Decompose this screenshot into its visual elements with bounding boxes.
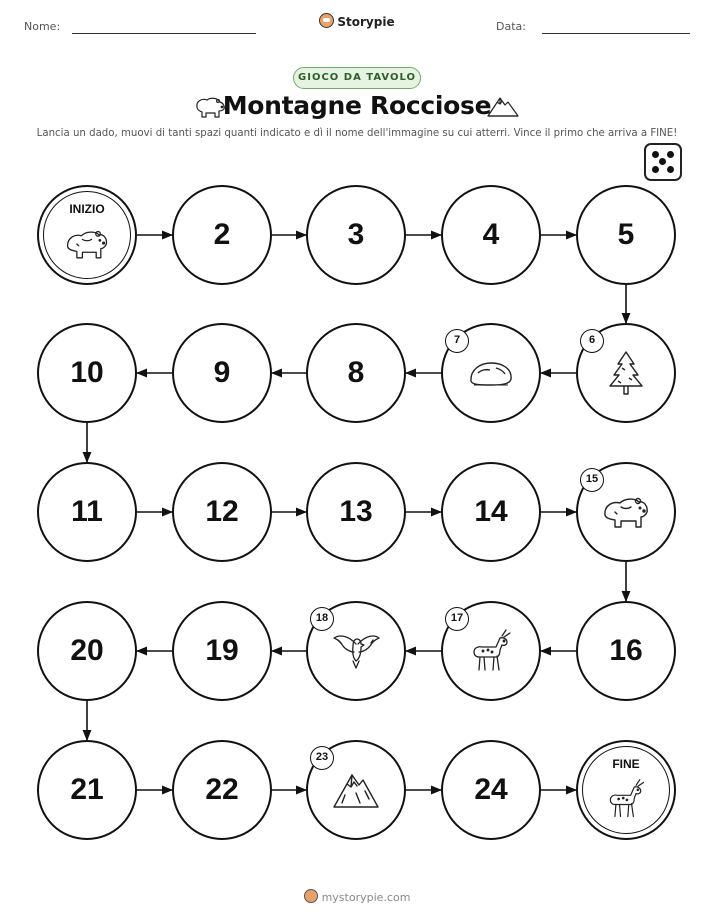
board-space-2 bbox=[172, 185, 272, 285]
space-number: 21 bbox=[70, 773, 104, 806]
brand-name: Storypie bbox=[337, 15, 395, 29]
footer bbox=[0, 889, 714, 904]
space-number: 9 bbox=[213, 356, 231, 389]
date-label: Data: bbox=[496, 20, 526, 33]
space-number: 24 bbox=[474, 773, 508, 806]
space-number: 3 bbox=[347, 218, 365, 251]
space-number-badge: 6 bbox=[580, 329, 604, 353]
page-title: Montagne Rocciose bbox=[222, 91, 492, 120]
board-space-22 bbox=[172, 740, 272, 840]
space-label: INIZIO bbox=[69, 202, 105, 216]
space-number: 2 bbox=[213, 218, 231, 251]
game-type-badge: GIOCO DA TAVOLO bbox=[293, 67, 421, 89]
bear-icon bbox=[63, 221, 111, 267]
board-space-8 bbox=[306, 323, 406, 423]
board-space-3 bbox=[306, 185, 406, 285]
board-space-24 bbox=[441, 740, 541, 840]
name-label: Nome: bbox=[24, 20, 61, 33]
board-space-14 bbox=[441, 462, 541, 562]
space-label: FINE bbox=[612, 757, 640, 771]
mountain-icon bbox=[331, 765, 381, 815]
space-number: 8 bbox=[347, 356, 365, 389]
board-space-15 bbox=[576, 462, 676, 562]
space-number: 4 bbox=[482, 218, 500, 251]
board-space-20 bbox=[37, 601, 137, 701]
deer-icon bbox=[602, 776, 650, 822]
board-space-13 bbox=[306, 462, 406, 562]
storypie-logo-icon bbox=[304, 889, 318, 903]
space-number: 19 bbox=[205, 634, 239, 667]
board-space-23 bbox=[306, 740, 406, 840]
space-number-badge: 15 bbox=[580, 468, 604, 492]
board-space-4 bbox=[441, 185, 541, 285]
eagle-icon bbox=[331, 626, 381, 676]
space-number: 10 bbox=[70, 356, 104, 389]
space-number-badge: 17 bbox=[445, 607, 469, 631]
board-space-9 bbox=[172, 323, 272, 423]
board-space-12 bbox=[172, 462, 272, 562]
space-number: 5 bbox=[617, 218, 635, 251]
board-space-16 bbox=[576, 601, 676, 701]
board-space-11 bbox=[37, 462, 137, 562]
finish-space bbox=[576, 740, 676, 840]
board-space-10 bbox=[37, 323, 137, 423]
space-number-badge: 23 bbox=[310, 746, 334, 770]
rock-icon bbox=[466, 348, 516, 398]
footer-url: mystorypie.com bbox=[321, 891, 411, 904]
board-space-7 bbox=[441, 323, 541, 423]
board-space-21 bbox=[37, 740, 137, 840]
space-number: 13 bbox=[339, 495, 373, 528]
board-space-5 bbox=[576, 185, 676, 285]
space-number: 12 bbox=[205, 495, 239, 528]
space-number: 16 bbox=[609, 634, 643, 667]
board-space-6 bbox=[576, 323, 676, 423]
space-number-badge: 7 bbox=[445, 329, 469, 353]
board-space-17 bbox=[441, 601, 541, 701]
space-number: 20 bbox=[70, 634, 104, 667]
board-space-19 bbox=[172, 601, 272, 701]
pine-tree-icon bbox=[601, 348, 651, 398]
bear-icon bbox=[601, 487, 651, 537]
space-number: 11 bbox=[71, 495, 103, 528]
start-space bbox=[37, 185, 137, 285]
space-number: 14 bbox=[474, 495, 508, 528]
deer-icon bbox=[466, 626, 516, 676]
instructions: Lancia un dado, muovi di tanti spazi quanti indicato e dì il nome dell'immagine su cui atterri. Vince il primo che arriva a FINE! bbox=[36, 128, 678, 139]
board-space-18 bbox=[306, 601, 406, 701]
space-number-badge: 18 bbox=[310, 607, 334, 631]
space-number: 22 bbox=[205, 773, 239, 806]
